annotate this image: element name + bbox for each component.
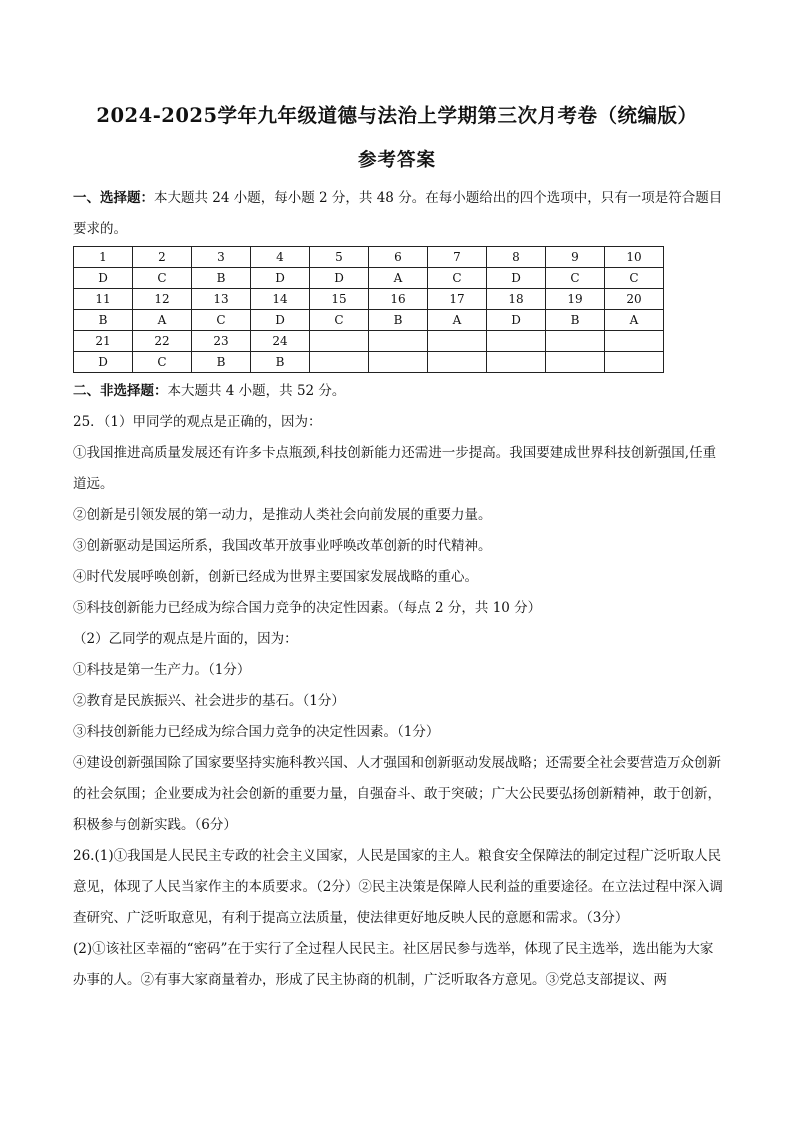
table-cell: B — [546, 310, 605, 331]
paragraph: ①科技是第一生产力。（1分） — [73, 662, 251, 678]
table-cell — [369, 331, 428, 352]
paragraph: ⑤科技创新能力已经成为综合国力竞争的决定性因素。（每点 2 分，共 10 分） — [73, 600, 542, 616]
table-cell: 2 — [133, 247, 192, 268]
table-cell: 1 — [74, 247, 133, 268]
paragraph: ②创新是引领发展的第一动力，是推动人类社会向前发展的重要力量。 — [73, 507, 492, 523]
table-cell: 5 — [310, 247, 369, 268]
table-cell — [546, 331, 605, 352]
section-1-heading — [73, 183, 725, 245]
paragraph: (2)①该社区幸福的“密码”在于实行了全过程人民民主。社区居民参与选举，体现了民主选举，选出能为大家办事的人。②有事大家商量着办，形成了民主协商的机制，广泛听取各方意见。③党总支部提议、两 — [73, 941, 714, 988]
table-cell: B — [251, 352, 310, 373]
table-cell: 11 — [74, 289, 133, 310]
paragraph: 25．（1）甲同学的观点是正确的，因为： — [73, 414, 322, 430]
page-subtitle: 参考答案 — [357, 150, 436, 171]
page-title: 2024-2025学年九年级道德与法治上学期第三次月考卷（统编版） — [96, 104, 698, 127]
table-cell: C — [133, 268, 192, 289]
table-cell: 18 — [487, 289, 546, 310]
table-cell — [487, 352, 546, 373]
answer-table — [73, 246, 664, 373]
table-cell: C — [192, 310, 251, 331]
paragraph: 26.(1)①我国是人民民主专政的社会主义国家，人民是国家的主人。粮食安全保障法的制定过程广泛听取人民意见，体现了人民当家作主的本质要求。（2分）②民主决策是保障人民利益的重要途径。在立法过程中深入调查研究、广泛听取意见，有利于提高立法质量，使法律更好地反映人民的意愿和需求。（3分） — [73, 848, 723, 926]
section-1-text: 本大题共 24 小题，每小题 2 分，共 48 分。在每小题给出的四个选项中，只有一项是符合题目要求的。 — [73, 190, 723, 237]
table-cell: A — [133, 310, 192, 331]
table-cell — [428, 352, 487, 373]
paragraph: ③创新驱动是国运所系，我国改革开放事业呼唤改革创新的时代精神。 — [73, 538, 492, 554]
table-cell: 23 — [192, 331, 251, 352]
table-cell: 19 — [546, 289, 605, 310]
table-cell: A — [605, 310, 664, 331]
section-1-label: 一、选择题： — [73, 190, 154, 206]
table-cell — [310, 331, 369, 352]
section-2-text: 本大题共 4 小题，共 52 分。 — [167, 383, 346, 399]
table-cell: C — [605, 268, 664, 289]
table-cell: C — [310, 310, 369, 331]
table-cell: 24 — [251, 331, 310, 352]
table-row — [74, 268, 664, 289]
table-row — [74, 247, 664, 268]
paragraph: （2）乙同学的观点是片面的，因为： — [73, 631, 298, 647]
section-2-label: 二、非选择题： — [73, 383, 168, 399]
table-cell: 9 — [546, 247, 605, 268]
table-cell: D — [251, 268, 310, 289]
table-cell: 8 — [487, 247, 546, 268]
paragraph: ①我国推进高质量发展还有许多卡点瓶颈,科技创新能力还需进一步提高。我国要建成世界科技创新强国,任重道远。 — [73, 445, 717, 492]
paragraph: ③科技创新能力已经成为综合国力竞争的决定性因素。（1分） — [73, 724, 440, 740]
table-cell: 3 — [192, 247, 251, 268]
table-cell: D — [487, 268, 546, 289]
paragraph: ④建设创新强国除了国家要坚持实施科教兴国、人才强国和创新驱动发展战略；还需要全社会要营造万众创新的社会氛围；企业要成为社会创新的重要力量，自强奋斗、敢于突破；广大公民要弘扬创新精神，敢于创新，积极参与创新实践。（6分） — [73, 755, 721, 833]
table-cell: 21 — [74, 331, 133, 352]
table-cell — [487, 331, 546, 352]
table-row — [74, 310, 664, 331]
table-cell: C — [428, 268, 487, 289]
table-cell: D — [487, 310, 546, 331]
table-cell — [428, 331, 487, 352]
table-row — [74, 352, 664, 373]
document-body — [73, 183, 725, 996]
table-cell: 22 — [133, 331, 192, 352]
table-cell: 4 — [251, 247, 310, 268]
table-cell: 20 — [605, 289, 664, 310]
table-cell — [369, 352, 428, 373]
table-cell: D — [310, 268, 369, 289]
table-row — [74, 331, 664, 352]
section-2-heading — [73, 376, 725, 407]
table-cell: B — [192, 352, 251, 373]
table-cell: A — [369, 268, 428, 289]
table-cell — [546, 352, 605, 373]
table-cell: B — [369, 310, 428, 331]
table-cell — [605, 331, 664, 352]
table-cell — [310, 352, 369, 373]
table-cell: B — [74, 310, 133, 331]
table-cell: 17 — [428, 289, 487, 310]
paragraph: ④时代发展呼唤创新，创新已经成为世界主要国家发展战略的重心。 — [73, 569, 478, 585]
table-cell: C — [133, 352, 192, 373]
table-row — [74, 289, 664, 310]
table-cell: C — [546, 268, 605, 289]
table-cell: 6 — [369, 247, 428, 268]
table-cell: 7 — [428, 247, 487, 268]
table-cell: 15 — [310, 289, 369, 310]
table-cell — [605, 352, 664, 373]
table-cell: 14 — [251, 289, 310, 310]
table-cell: D — [74, 268, 133, 289]
table-cell: D — [251, 310, 310, 331]
table-cell: 13 — [192, 289, 251, 310]
table-cell: B — [192, 268, 251, 289]
table-cell: 12 — [133, 289, 192, 310]
table-cell: 16 — [369, 289, 428, 310]
paragraph: ②教育是民族振兴、社会进步的基石。（1分） — [73, 693, 345, 709]
table-cell: 10 — [605, 247, 664, 268]
table-cell: D — [74, 352, 133, 373]
table-cell: A — [428, 310, 487, 331]
